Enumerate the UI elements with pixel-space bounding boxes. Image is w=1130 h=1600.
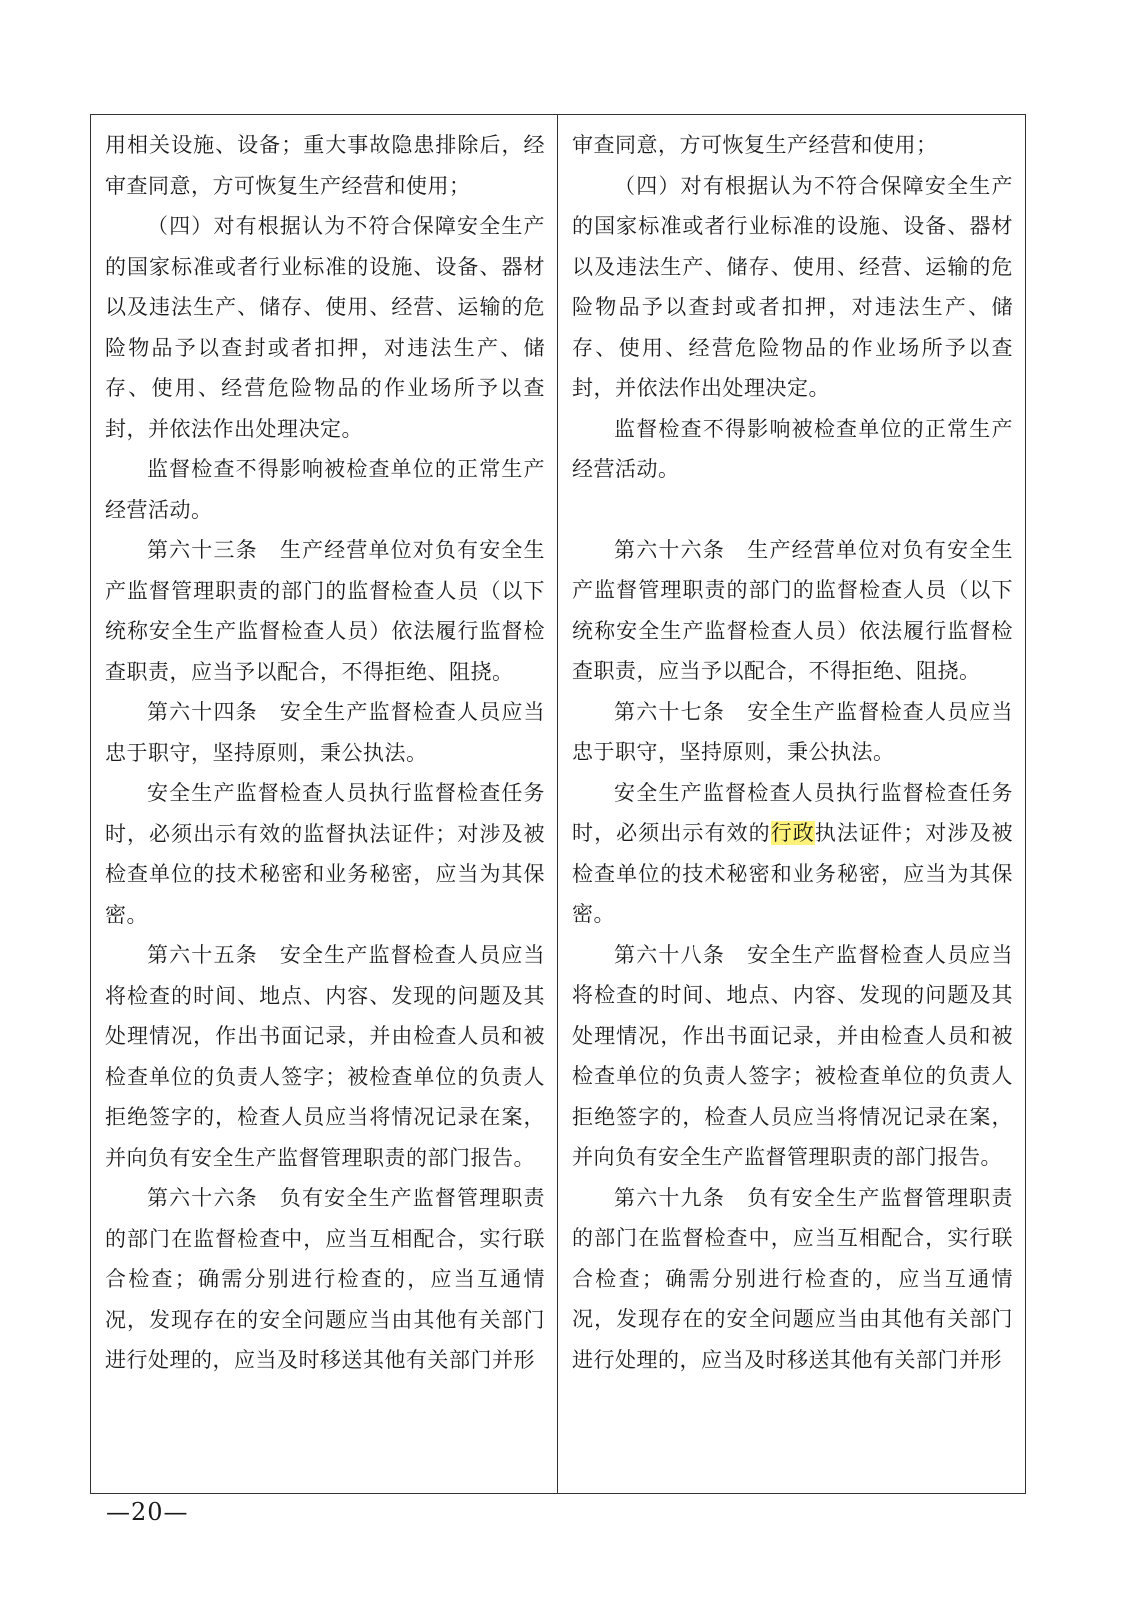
right-article-68: 第六十八条 安全生产监督检查人员应当将检查的时间、地点、内容、发现的问题及其处理情况，作出书面记录，并由检查人员和被检查单位的负责人签字；被检查单位的负责人拒绝签字的，检查人员应当将情况记录在案，并向负有安全生产监督管理职责的部门报告。 [572, 942, 1013, 1169]
highlighted-change: 行政 [770, 821, 815, 845]
page-number: —20— [106, 1498, 189, 1526]
right-paragraph-2: （四）对有根据认为不符合保障安全生产的国家标准或者行业标准的设施、设备、器材以及违法生产、储存、使用、经营、运输的危险物品予以查封或者扣押，对违法生产、储存、使用、经营危险物品的作业场所予以查封，并依法作出处理决定。 [572, 173, 1013, 400]
left-article-64: 第六十四条 安全生产监督检查人员应当忠于职守，坚持原则，秉公执法。 [105, 700, 545, 765]
left-paragraph-2: （四）对有根据认为不符合保障安全生产的国家标准或者行业标准的设施、设备、器材以及违法生产、储存、使用、经营、运输的危险物品予以查封或者扣押，对违法生产、储存、使用、经营危险物品的作业场所予以查封，并依法作出处理决定。 [105, 214, 545, 441]
left-article-63: 第六十三条 生产经营单位对负有安全生产监督管理职责的部门的监督检查人员（以下统称安全生产监督检查人员）依法履行监督检查职责，应当予以配合，不得拒绝、阻挠。 [105, 538, 545, 684]
comparison-table [90, 114, 1026, 1494]
left-paragraph-1: 用相关设施、设备；重大事故隐患排除后，经审查同意，方可恢复生产经营和使用； [105, 133, 545, 198]
left-paragraph-3: 监督检查不得影响被检查单位的正常生产经营活动。 [105, 457, 545, 522]
credentials-text-after: 执法证件；对涉及被检查单位的技术秘密和业务秘密，应当为其保密。 [572, 821, 1014, 926]
right-article-69: 第六十九条 负有安全生产监督管理职责的部门在监督检查中，应当互相配合，实行联合检查；确需分别进行检查的，应当互通情况，发现存在的安全问题应当由其他有关部门进行处理的，应当及时移送其他有关部门并形 [572, 1185, 1013, 1372]
credentials-text-before: 安全生产监督检查人员执行监督检查任务时，必须出示有效的 [572, 780, 1013, 845]
right-paragraph-1: 审查同意，方可恢复生产经营和使用； [572, 133, 938, 157]
right-article-66: 第六十六条 生产经营单位对负有安全生产监督管理职责的部门的监督检查人员（以下统称安全生产监督检查人员）依法履行监督检查职责，应当予以配合，不得拒绝、阻挠。 [572, 537, 1013, 683]
left-paragraph-credentials: 安全生产监督检查人员执行监督检查任务时，必须出示有效的监督执法证件；对涉及被检查单位的技术秘密和业务秘密，应当为其保密。 [105, 781, 545, 927]
alignment-spacer [572, 490, 1013, 530]
right-article-67: 第六十七条 安全生产监督检查人员应当忠于职守，坚持原则，秉公执法。 [572, 699, 1013, 764]
right-column-revised-text [558, 115, 1025, 1493]
left-article-66: 第六十六条 负有安全生产监督管理职责的部门在监督检查中，应当互相配合，实行联合检查；确需分别进行检查的，应当互通情况，发现存在的安全问题应当由其他有关部门进行处理的，应当及时移送其他有关部门并形 [105, 1186, 545, 1372]
right-paragraph-credentials [572, 773, 1013, 935]
right-paragraph-3: 监督检查不得影响被检查单位的正常生产经营活动。 [572, 416, 1013, 481]
left-column-original-text [91, 115, 558, 1493]
left-article-65: 第六十五条 安全生产监督检查人员应当将检查的时间、地点、内容、发现的问题及其处理情况，作出书面记录，并由检查人员和被检查单位的负责人签字；被检查单位的负责人拒绝签字的，检查人员应当将情况记录在案，并向负有安全生产监督管理职责的部门报告。 [105, 943, 545, 1170]
